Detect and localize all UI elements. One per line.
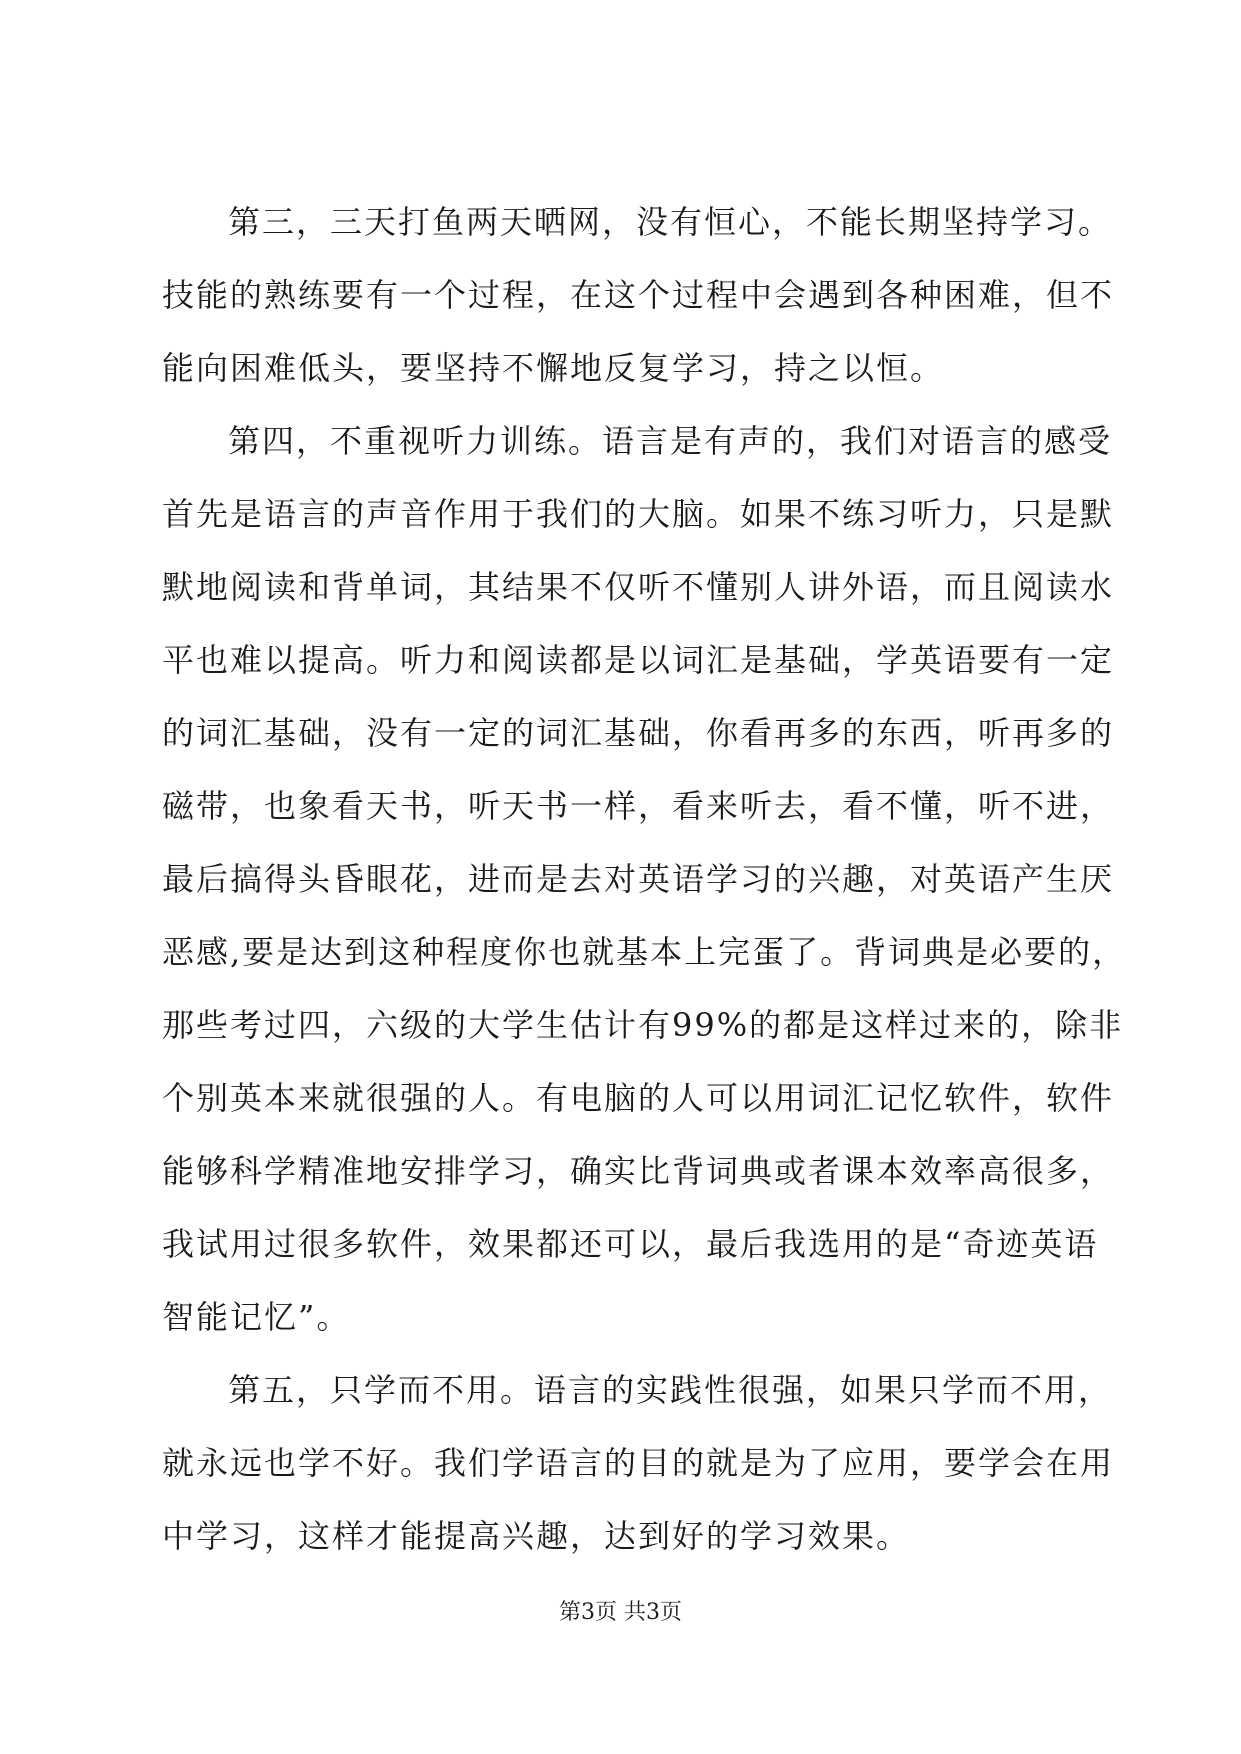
page-number-footer: 第3页 共3页: [559, 1600, 682, 1625]
paragraph-line: 第三，三天打鱼两天晒网，没有恒心，不能长期坚持学习。: [228, 203, 1113, 241]
paragraph-line: 第五，只学而不用。语言的实践性很强，如果只学而不用，: [228, 1371, 1113, 1409]
paragraph-line: 个别英本来就很强的人。有电脑的人可以用词汇记忆软件，软件: [162, 1079, 1115, 1117]
paragraph-line: 恶感,要是达到这种程度你也就基本上完蛋了。背词典是必要的，: [162, 933, 1127, 971]
paragraph-line: 最后搞得头昏眼花，进而是去对英语学习的兴趣，对英语产生厌: [162, 860, 1115, 898]
paragraph-line: 磁带，也象看天书，听天书一样，看来听去，看不懂，听不进，: [162, 787, 1115, 825]
paragraph-line: 智能记忆”。: [162, 1298, 351, 1336]
paragraph-line: 能向困难低头，要坚持不懈地反复学习，持之以恒。: [162, 349, 945, 387]
paragraph-line: 首先是语言的声音作用于我们的大脑。如果不练习听力，只是默: [162, 495, 1115, 533]
paragraph-line: 默地阅读和背单词，其结果不仅听不懂别人讲外语，而且阅读水: [162, 568, 1115, 606]
paragraph-line: 第四，不重视听力训练。语言是有声的，我们对语言的感受: [228, 422, 1113, 460]
paragraph-line: 平也难以提高。听力和阅读都是以词汇是基础，学英语要有一定: [162, 641, 1115, 679]
paragraph-line: 能够科学精准地安排学习，确实比背词典或者课本效率高很多，: [162, 1152, 1115, 1190]
paragraph-line: 技能的熟练要有一个过程，在这个过程中会遇到各种困难，但不: [162, 276, 1115, 314]
paragraph-line: 的词汇基础，没有一定的词汇基础，你看再多的东西，听再多的: [162, 714, 1115, 752]
paragraph-line: 就永远也学不好。我们学语言的目的就是为了应用，要学会在用: [162, 1444, 1115, 1482]
paragraph-line: 中学习，这样才能提高兴趣，达到好的学习效果。: [162, 1517, 911, 1555]
paragraph-line: 那些考过四，六级的大学生估计有99%的都是这样过来的，除非: [162, 1006, 1124, 1044]
paragraph-line: 我试用过很多软件，效果都还可以，最后我选用的是“奇迹英语: [162, 1225, 1099, 1263]
